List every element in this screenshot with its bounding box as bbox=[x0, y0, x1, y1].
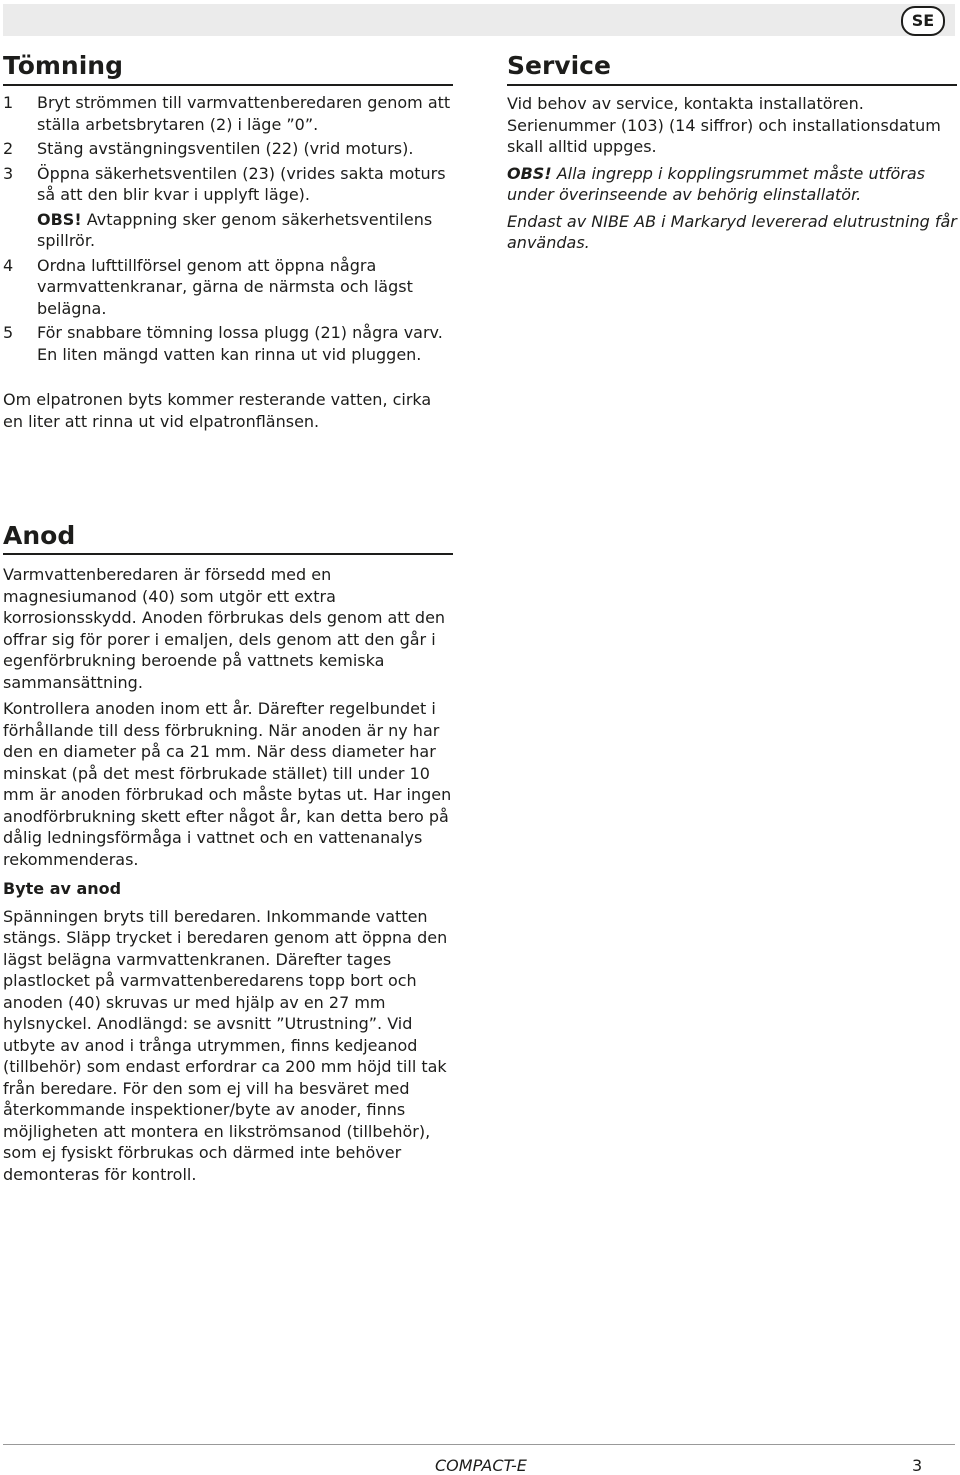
step-number: 1 bbox=[3, 93, 14, 112]
anod-body bbox=[3, 564, 453, 1185]
obs-label: OBS! bbox=[37, 209, 82, 229]
tomning-body bbox=[3, 92, 453, 368]
service-paragraph: Vid behov av service, kontakta installatören. Serienummer (103) (14 siffror) och installationsdatum skall alltid uppges. bbox=[507, 94, 941, 156]
step-text: Bryt strömmen till varmvattenberedaren genom att ställa arbetsbrytaren (2) i läge ”0”. bbox=[37, 93, 451, 134]
service-rule bbox=[507, 84, 957, 86]
anod-rule bbox=[3, 553, 453, 555]
step-item bbox=[3, 322, 453, 365]
tomning-title: Tömning bbox=[3, 51, 123, 80]
step-number: 2 bbox=[3, 139, 14, 158]
page-number: 3 bbox=[912, 1456, 923, 1475]
step-text: Ordna lufttillförsel genom att öppna några varmvattenkranar, gärna de närmsta och lägst belägna. bbox=[37, 255, 413, 318]
step-number: 3 bbox=[3, 163, 14, 183]
step-number: 4 bbox=[3, 255, 14, 275]
step-item bbox=[3, 163, 453, 252]
tomning-steps bbox=[3, 92, 453, 365]
step-text: Stäng avstängningsventilen (22) (vrid moturs). bbox=[37, 139, 414, 158]
service-title: Service bbox=[507, 51, 611, 80]
service-body bbox=[507, 93, 957, 254]
anod-paragraph: Kontrollera anoden inom ett år. Därefter regelbundet i förhållande till dess förbrukning. När anoden är ny har den en diameter på ca 21 mm. När dess diameter har minskat (på det mest förbrukade stället) till under 10 mm är anoden förbrukad och måste bytas ut. Har ingen anodförbrukning skett efter något år, kan detta bero på dålig ledningsförmåga i vattnet och en vattenanalys rekommenderas. bbox=[3, 699, 452, 869]
step-text: För snabbare tömning lossa plugg (21) några varv. En liten mängd vatten kan rinna ut vid pluggen. bbox=[37, 323, 443, 364]
step-number: 5 bbox=[3, 323, 14, 342]
step-text: Öppna säkerhetsventilen (23) (vrides sakta moturs så att den blir kvar i upplyft läge). bbox=[37, 163, 446, 204]
anod-paragraph: Spänningen bryts till beredaren. Inkommande vatten stängs. Släpp trycket i beredaren genom att öppna den lägst belägna varmvattenkranen. Därefter tages plastlocket på varmvattenberedarens topp bort och anoden (40) skruvas ur med hjälp av en 27 mm hylsnyckel. Anodlängd: se avsnitt ”Utrustning”. Vid utbyte av anod i trånga utrymmen, finns kedjeanod (tillbehör) som endast erfordrar ca 200 mm höjd till tak från beredare. För den som ej vill ha besväret med återkommande inspektioner/byte av anoder, finns möjligheten att montera en likströmsanod (tillbehör), som ej fysiskt förbrukas och därmed inte behöver demonteras för kontroll. bbox=[3, 906, 448, 1184]
obs-label: OBS! bbox=[507, 163, 552, 183]
service-paragraph: Endast av NIBE AB i Markaryd levererad elutrustning får användas. bbox=[507, 211, 957, 252]
language-badge: SE bbox=[901, 6, 945, 36]
step-item bbox=[3, 138, 453, 160]
service-obs bbox=[507, 163, 957, 206]
tomning-note: Om elpatronen byts kommer resterande vatten, cirka en liter att rinna ut vid elpatronflänsen. bbox=[3, 390, 432, 431]
anod-paragraph: Varmvattenberedaren är försedd med en magnesiumanod (40) som utgör ett extra korrosionsskydd. Anoden förbrukas dels genom att den offrar sig för porer i emaljen, dels genom att den går i egenförbrukning beroende på vattnets kemiska sammansättning. bbox=[3, 565, 446, 692]
footer-rule bbox=[3, 1444, 955, 1445]
obs-text: Alla ingrepp i kopplingsrummet måste utföras under överinseende av behörig elinstallatör. bbox=[507, 163, 925, 204]
header-bar bbox=[3, 4, 955, 36]
footer-model: COMPACT-E bbox=[435, 1456, 527, 1475]
anod-subheading: Byte av anod bbox=[3, 879, 122, 898]
anod-title: Anod bbox=[3, 521, 76, 550]
step-item bbox=[3, 255, 453, 320]
tomning-rule bbox=[3, 84, 453, 86]
step-item bbox=[3, 92, 453, 135]
obs-text: Avtappning sker genom säkerhetsventilens spillrör. bbox=[37, 209, 433, 250]
